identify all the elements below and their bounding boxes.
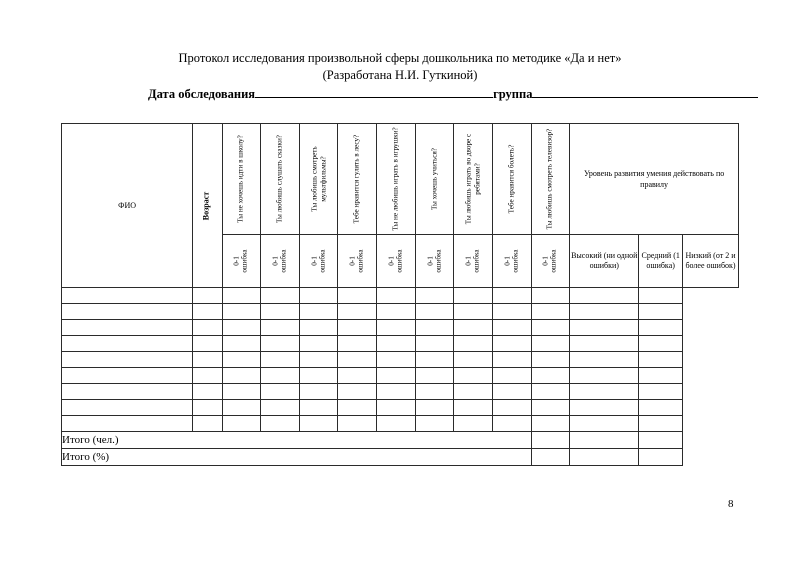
- table-cell-empty[interactable]: [62, 368, 193, 384]
- header-errors-6: [415, 235, 454, 288]
- table-cell-empty[interactable]: [531, 368, 570, 384]
- table-cell-empty[interactable]: [222, 416, 261, 432]
- table-cell-empty[interactable]: [639, 288, 683, 304]
- table-cell-empty[interactable]: [639, 304, 683, 320]
- table-cell-empty[interactable]: [299, 320, 338, 336]
- header-question-4: [338, 124, 377, 235]
- totals-cell-empty[interactable]: [639, 432, 683, 449]
- table-cell-empty[interactable]: [193, 288, 222, 304]
- table-cell-empty[interactable]: [531, 416, 570, 432]
- question-label: Ты любишь слушать сказки?: [275, 135, 284, 223]
- table-cell-empty[interactable]: [454, 352, 493, 368]
- table-cell-empty[interactable]: [338, 368, 377, 384]
- table-cell-empty[interactable]: [531, 400, 570, 416]
- table-cell-empty[interactable]: [62, 384, 193, 400]
- table-cell-empty[interactable]: [570, 416, 639, 432]
- table-cell-empty[interactable]: [261, 352, 300, 368]
- table-cell-empty[interactable]: [415, 320, 454, 336]
- header-level-group: Уровень развития умения действовать по правилу: [570, 124, 739, 235]
- table-cell-empty[interactable]: [570, 288, 639, 304]
- header-fio: ФИО: [62, 124, 193, 288]
- errors-label: 0-1 ошибка: [233, 249, 250, 273]
- table-cell-empty[interactable]: [193, 368, 222, 384]
- question-label: Ты любишь смотреть телевизор?: [546, 128, 555, 230]
- table-cell-empty[interactable]: [299, 304, 338, 320]
- table-cell-empty[interactable]: [531, 320, 570, 336]
- table-cell-empty[interactable]: [377, 368, 416, 384]
- table-cell-empty[interactable]: [62, 400, 193, 416]
- errors-label: 0-1 ошибка: [271, 249, 289, 273]
- title-line-primary: Протокол исследования произвольной сферы дошкольника по методике «Да и нет»: [178, 51, 622, 65]
- table-cell-empty[interactable]: [492, 416, 531, 432]
- table-cell-empty[interactable]: [454, 320, 493, 336]
- table-cell-empty[interactable]: [193, 400, 222, 416]
- table-cell-empty[interactable]: [415, 352, 454, 368]
- header-row-top: [62, 124, 739, 235]
- table-row: [62, 416, 739, 432]
- header-level-medium: Средний (1 ошибка): [639, 235, 683, 288]
- errors-label: 0-1 ошибка: [348, 249, 366, 273]
- table-cell-empty[interactable]: [415, 400, 454, 416]
- table-cell-empty[interactable]: [415, 288, 454, 304]
- table-cell-empty[interactable]: [415, 368, 454, 384]
- table-cell-empty[interactable]: [222, 304, 261, 320]
- table-cell-empty[interactable]: [454, 304, 493, 320]
- table-cell-empty[interactable]: [193, 336, 222, 352]
- header-errors-2: [261, 235, 300, 288]
- header-question-3: [299, 124, 338, 235]
- table-cell-empty[interactable]: [570, 320, 639, 336]
- table-cell-empty[interactable]: [492, 304, 531, 320]
- table-cell-empty[interactable]: [222, 384, 261, 400]
- table-cell-empty[interactable]: [299, 336, 338, 352]
- question-label: Тебе нравится болеть?: [507, 144, 516, 214]
- table-cell-empty[interactable]: [261, 384, 300, 400]
- header-question-5: [377, 124, 416, 235]
- table-cell-empty[interactable]: [454, 336, 493, 352]
- table-cell-empty[interactable]: [415, 336, 454, 352]
- totals-label: Итого (%): [62, 449, 532, 466]
- table-cell-empty[interactable]: [338, 288, 377, 304]
- table-cell-empty[interactable]: [62, 288, 193, 304]
- table-cell-empty[interactable]: [261, 336, 300, 352]
- table-row: [62, 384, 739, 400]
- header-errors-1: [222, 235, 261, 288]
- table-cell-empty[interactable]: [570, 368, 639, 384]
- header-question-2: [261, 124, 300, 235]
- table-cell-empty[interactable]: [299, 384, 338, 400]
- table-cell-empty[interactable]: [338, 352, 377, 368]
- table-cell-empty[interactable]: [639, 416, 683, 432]
- table-row: [62, 368, 739, 384]
- table-cell-empty[interactable]: [62, 336, 193, 352]
- table-cell-empty[interactable]: [570, 384, 639, 400]
- question-label: Тебе нравится гулять в лесу?: [352, 134, 361, 224]
- table-cell-empty[interactable]: [492, 352, 531, 368]
- table-cell-empty[interactable]: [415, 416, 454, 432]
- table-cell-empty[interactable]: [299, 288, 338, 304]
- table-row: [62, 304, 739, 320]
- question-label: Ты любишь смотреть мультфильмы?: [310, 146, 327, 212]
- table-cell-empty[interactable]: [377, 288, 416, 304]
- table-cell-empty[interactable]: [531, 352, 570, 368]
- document-title: [60, 50, 740, 84]
- table-cell-empty[interactable]: [492, 384, 531, 400]
- errors-label: 0-1 ошибка: [426, 249, 443, 273]
- table-cell-empty[interactable]: [570, 400, 639, 416]
- header-question-6: [415, 124, 454, 235]
- header-errors-8: [492, 235, 531, 288]
- protocol-table: [61, 123, 739, 466]
- table-cell-empty[interactable]: [299, 416, 338, 432]
- date-label: Дата обследования: [148, 87, 256, 101]
- table-cell-empty[interactable]: [299, 368, 338, 384]
- table-cell-empty[interactable]: [492, 336, 531, 352]
- question-label: Ты не хочешь идти в школу?: [237, 135, 246, 223]
- table-cell-empty[interactable]: [415, 304, 454, 320]
- question-label: Ты не любишь играть в игрушки?: [391, 127, 400, 231]
- table-cell-empty[interactable]: [492, 288, 531, 304]
- table-cell-empty[interactable]: [193, 384, 222, 400]
- errors-label: 0-1 ошибка: [387, 249, 404, 273]
- header-age: [193, 124, 222, 288]
- table-cell-empty[interactable]: [454, 288, 493, 304]
- table-cell-empty[interactable]: [193, 304, 222, 320]
- table-cell-empty[interactable]: [222, 352, 261, 368]
- table-cell-empty[interactable]: [338, 320, 377, 336]
- table-cell-empty[interactable]: [62, 304, 193, 320]
- date-input-rule[interactable]: [255, 86, 493, 98]
- totals-label: Итого (чел.): [62, 432, 532, 449]
- table-cell-empty[interactable]: [531, 304, 570, 320]
- header-question-8: [492, 124, 531, 235]
- table-cell-empty[interactable]: [193, 416, 222, 432]
- table-body: [62, 288, 739, 466]
- question-label: Ты любишь играть во дворе с ребятами?: [464, 133, 482, 225]
- date-and-group-line: [148, 86, 758, 102]
- table-cell-empty[interactable]: [639, 368, 683, 384]
- table-cell-empty[interactable]: [492, 320, 531, 336]
- table-cell-empty[interactable]: [222, 320, 261, 336]
- table-cell-empty[interactable]: [531, 336, 570, 352]
- errors-label: 0-1 ошибка: [542, 249, 559, 273]
- table-cell-empty[interactable]: [193, 320, 222, 336]
- table-row: [62, 288, 739, 304]
- title-line-secondary: (Разработана Н.И. Гуткиной): [322, 68, 478, 82]
- header-level-high: Высокий (ни одной ошибки): [570, 235, 639, 288]
- header-errors-5: [377, 235, 416, 288]
- table-cell-empty[interactable]: [299, 400, 338, 416]
- table-cell-empty[interactable]: [377, 352, 416, 368]
- totals-row: [62, 432, 739, 449]
- table-row: [62, 336, 739, 352]
- question-label: Ты хочешь учиться?: [430, 148, 439, 210]
- table-cell-empty[interactable]: [338, 304, 377, 320]
- page-number: 8: [728, 498, 734, 510]
- table-cell-empty[interactable]: [377, 384, 416, 400]
- header-age-label: Возраст: [202, 191, 212, 220]
- totals-cell-empty[interactable]: [531, 432, 570, 449]
- table-cell-empty[interactable]: [639, 352, 683, 368]
- table-row: [62, 320, 739, 336]
- table-cell-empty[interactable]: [377, 400, 416, 416]
- group-input-rule[interactable]: [532, 86, 758, 98]
- totals-cell-empty[interactable]: [639, 449, 683, 466]
- totals-cell-empty[interactable]: [570, 432, 639, 449]
- table-cell-empty[interactable]: [62, 352, 193, 368]
- table-cell-empty[interactable]: [377, 416, 416, 432]
- table-cell-empty[interactable]: [261, 304, 300, 320]
- table-cell-empty[interactable]: [531, 384, 570, 400]
- header-question-9: [531, 124, 570, 235]
- group-label: группа: [493, 87, 533, 101]
- table-cell-empty[interactable]: [261, 368, 300, 384]
- table-cell-empty[interactable]: [454, 384, 493, 400]
- header-question-1: [222, 124, 261, 235]
- errors-label: 0-1 ошибка: [310, 249, 327, 273]
- totals-cell-empty[interactable]: [531, 449, 570, 466]
- totals-row: [62, 449, 739, 466]
- table-cell-empty[interactable]: [639, 400, 683, 416]
- table-cell-empty[interactable]: [222, 368, 261, 384]
- table-cell-empty[interactable]: [492, 368, 531, 384]
- table-cell-empty[interactable]: [377, 336, 416, 352]
- table-cell-empty[interactable]: [222, 288, 261, 304]
- table-cell-empty[interactable]: [570, 336, 639, 352]
- table-cell-empty[interactable]: [299, 352, 338, 368]
- table-cell-empty[interactable]: [415, 384, 454, 400]
- errors-label: 0-1 ошибка: [464, 249, 482, 273]
- totals-cell-empty[interactable]: [570, 449, 639, 466]
- table-cell-empty[interactable]: [531, 288, 570, 304]
- table-cell-empty[interactable]: [261, 400, 300, 416]
- header-errors-4: [338, 235, 377, 288]
- table-cell-empty[interactable]: [222, 400, 261, 416]
- header-errors-3: [299, 235, 338, 288]
- table-cell-empty[interactable]: [222, 336, 261, 352]
- header-errors-9: [531, 235, 570, 288]
- table-cell-empty[interactable]: [193, 352, 222, 368]
- table-cell-empty[interactable]: [454, 400, 493, 416]
- table-header: [62, 124, 739, 288]
- table-row: [62, 352, 739, 368]
- table-cell-empty[interactable]: [338, 336, 377, 352]
- table-cell-empty[interactable]: [377, 304, 416, 320]
- table-cell-empty[interactable]: [492, 400, 531, 416]
- table-cell-empty[interactable]: [62, 416, 193, 432]
- table-cell-empty[interactable]: [261, 320, 300, 336]
- table-row: [62, 400, 739, 416]
- header-question-7: [454, 124, 493, 235]
- errors-label: 0-1 ошибка: [503, 249, 520, 273]
- table-cell-empty[interactable]: [338, 416, 377, 432]
- table-cell-empty[interactable]: [377, 320, 416, 336]
- table-cell-empty[interactable]: [639, 320, 683, 336]
- table-cell-empty[interactable]: [454, 368, 493, 384]
- table-cell-empty[interactable]: [338, 384, 377, 400]
- table-cell-empty[interactable]: [570, 304, 639, 320]
- table-cell-empty[interactable]: [639, 336, 683, 352]
- table-cell-empty[interactable]: [62, 320, 193, 336]
- header-errors-7: [454, 235, 493, 288]
- table-cell-empty[interactable]: [570, 352, 639, 368]
- table-cell-empty[interactable]: [454, 416, 493, 432]
- table-cell-empty[interactable]: [261, 288, 300, 304]
- table-cell-empty[interactable]: [261, 416, 300, 432]
- header-level-low: Низкий (от 2 и более ошибок): [683, 235, 739, 288]
- table-cell-empty[interactable]: [338, 400, 377, 416]
- table-cell-empty[interactable]: [639, 384, 683, 400]
